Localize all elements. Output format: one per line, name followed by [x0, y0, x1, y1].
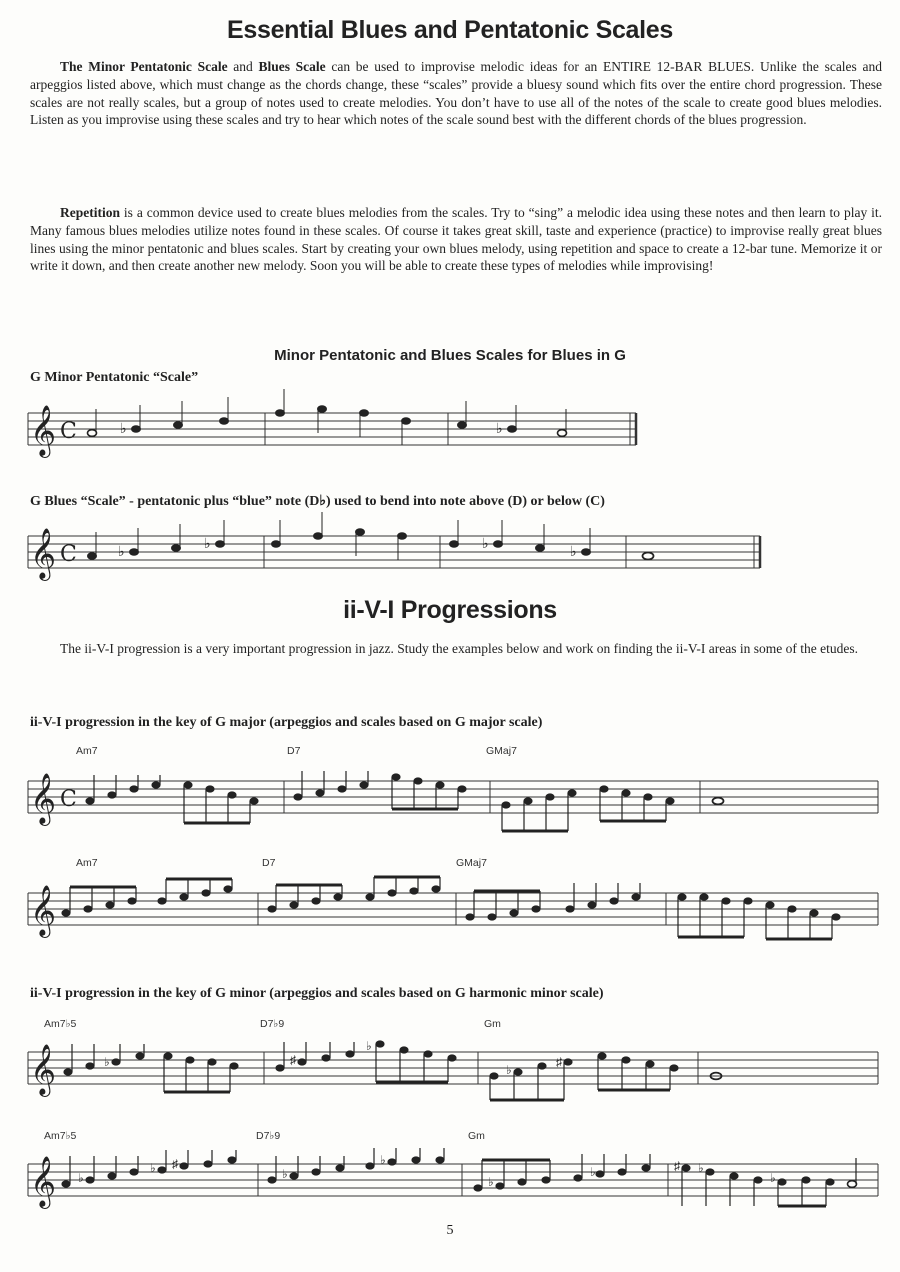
treble-clef-icon: 𝄞	[30, 405, 57, 456]
chord-symbol: Gm	[484, 1018, 501, 1030]
svg-text:♭: ♭	[590, 1165, 596, 1179]
svg-text:♭: ♭	[282, 1167, 288, 1181]
chord-symbol: D7	[262, 857, 276, 869]
svg-text:♭: ♭	[488, 1175, 494, 1189]
treble-clef-icon: 𝄞	[30, 1044, 57, 1095]
label-g-minor: ii-V-I progression in the key of G minor (arpeggios and scales based on G harmonic minor scale)	[30, 986, 604, 1001]
svg-text:♭: ♭	[698, 1161, 704, 1175]
svg-text:♭: ♭	[78, 1171, 84, 1185]
svg-text:♭: ♭	[770, 1171, 776, 1185]
scales-heading: Minor Pentatonic and Blues Scales for Blues in G	[274, 347, 626, 364]
svg-text:♭: ♭	[104, 1055, 110, 1069]
svg-text:♭: ♭	[118, 545, 125, 560]
intro-text-1: can be used to improvise melodic ideas for an ENTIRE 12-BAR BLUES. Unlike the scales and arpeggios listed above, which must change as the chords change, these “scales” provide a bluesy sound which fits over the entire chord progression. These scales are not really scales, but a group of notes used to create melodies. You don’t have to use all of the notes of the scale to create good blues melodies. Listen as you improvise using these scales and try to hear which notes of the scale sound best with the different chords of the blues progression.	[30, 59, 882, 128]
staff-minor-pentatonic	[0, 395, 900, 475]
svg-text:♯: ♯	[556, 1055, 562, 1069]
staff-blues-scale	[0, 518, 900, 598]
common-time-icon: C	[60, 542, 77, 567]
common-time-icon: C	[60, 419, 77, 444]
flat-icon: ♭	[120, 422, 127, 437]
svg-text:♭: ♭	[150, 1161, 156, 1175]
chord-symbol: GMaj7	[486, 745, 517, 757]
flat-icon: ♭	[496, 422, 503, 437]
label-blues-scale: G Blues “Scale” - pentatonic plus “blue” note (D♭) used to bend into note above (D) or below (C)	[30, 494, 605, 509]
svg-text:♯: ♯	[172, 1157, 178, 1171]
term-minor-pentatonic: The Minor Pentatonic Scale	[60, 59, 228, 74]
and-word: and	[227, 59, 259, 74]
intro-text-2: is a common device used to create blues melodies from the scales. Try to “sing” a melodic idea using these notes and then learn to play it. Many famous blues melodies utilize notes found in these scales. Of course it takes great skill, taste and experience (practice) to improvise really great blues lines using the minor pentatonic and blues scales. Start by creating your own blues melody, using repetition and space to create a 12-bar tune. Memorize it or write it down, and then create another new melody. Soon you will be able to create these types of melodies while improvising!	[30, 205, 882, 274]
chord-symbol: Am7	[76, 857, 98, 869]
intro-paragraph-1	[30, 58, 882, 129]
staff-g-major-scales	[0, 877, 900, 947]
svg-text:♯: ♯	[674, 1159, 680, 1173]
chord-symbol: GMaj7	[456, 857, 487, 869]
chord-symbol: Gm	[468, 1130, 485, 1142]
staff-g-minor-scales	[0, 1148, 900, 1218]
treble-clef-icon: 𝄞	[30, 885, 57, 936]
chord-symbol: D7♭9	[260, 1018, 285, 1030]
page-number: 5	[446, 1223, 454, 1238]
chord-symbol: D7♭9	[256, 1130, 281, 1142]
staff-g-major-arpeggios	[0, 765, 900, 835]
svg-text:♯: ♯	[290, 1053, 296, 1067]
section-title-ii-v-i: ii-V-I Progressions	[343, 596, 557, 624]
treble-clef-icon: 𝄞	[30, 1156, 57, 1207]
chord-symbol: Am7♭5	[44, 1130, 77, 1142]
svg-text:♭: ♭	[570, 545, 577, 560]
page-title: Essential Blues and Pentatonic Scales	[226, 16, 674, 44]
treble-clef-icon: 𝄞	[30, 528, 57, 579]
treble-clef-icon: 𝄞	[30, 773, 57, 824]
chord-symbol: Am7	[76, 745, 98, 757]
label-g-major: ii-V-I progression in the key of G major (arpeggios and scales based on G major scale)	[30, 715, 543, 730]
svg-text:♭: ♭	[366, 1039, 372, 1053]
term-blues-scale: Blues Scale	[258, 59, 326, 74]
chord-symbol: Am7♭5	[44, 1018, 77, 1030]
section-paragraph: The ii-V-I progression is a very important progression in jazz. Study the examples below and work on finding the ii-V-I areas in some of the etudes.	[60, 641, 858, 656]
staff-g-minor-arpeggios	[0, 1036, 900, 1106]
label-minor-pentatonic: G Minor Pentatonic “Scale”	[30, 370, 199, 385]
svg-text:♭: ♭	[482, 537, 489, 552]
svg-text:♭: ♭	[380, 1153, 386, 1167]
svg-text:♭: ♭	[506, 1063, 512, 1077]
common-time-icon: C	[60, 787, 77, 812]
chord-symbol: D7	[287, 745, 301, 757]
intro-paragraph-2	[30, 204, 882, 275]
svg-text:♭: ♭	[204, 537, 211, 552]
term-repetition: Repetition	[60, 205, 120, 220]
